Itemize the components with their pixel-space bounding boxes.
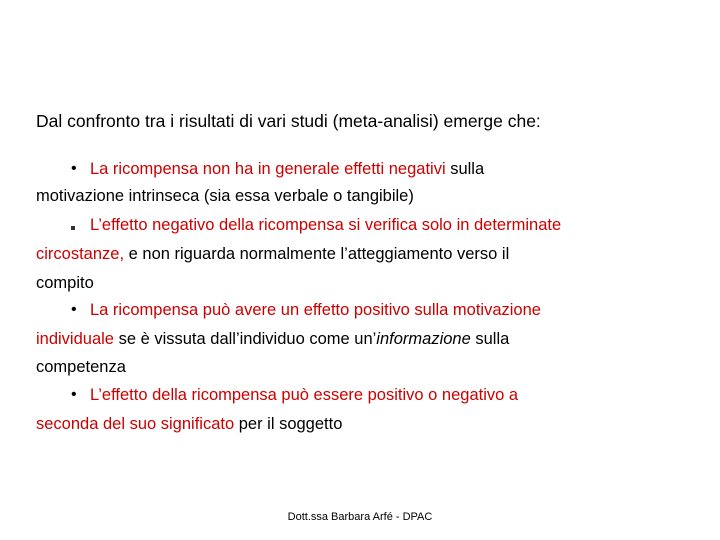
bullet-square-icon (71, 226, 75, 230)
footer-author: Dott.ssa Barbara Arfé - DPAC (287, 511, 433, 523)
intro-text: Dal confronto tra i risultati di vari studi (meta-analisi) emerge che: (36, 111, 541, 131)
point-2-line-3: compito (36, 274, 94, 292)
point-4-text: per il soggetto (234, 415, 343, 433)
point-4-line-1 (72, 386, 518, 405)
point-3-line-1 (72, 301, 541, 320)
point-3-highlight-2: individuale (36, 330, 114, 348)
point-2-highlight-2: circostanze, (36, 245, 125, 263)
point-3-highlight: La ricompensa può avere un effetto positivo sulla motivazione (90, 301, 541, 319)
point-3-line-2 (36, 330, 509, 349)
point-3-text-2: sulla (470, 330, 510, 348)
bullet-dot-icon: • (71, 386, 77, 403)
point-4-line-2 (36, 415, 342, 434)
point-4-highlight: L’effetto della ricompensa può essere positivo o negativo a (90, 386, 519, 404)
point-2-text: e non riguarda normalmente l’atteggiamento verso il (124, 245, 510, 263)
point-3-text: se è vissuta dall’individuo come un’ (113, 330, 377, 348)
point-3-italic: informazione (376, 330, 471, 348)
point-1-line-1 (72, 160, 484, 179)
bullet-dot-icon: • (71, 160, 77, 177)
point-2-line-1 (72, 216, 561, 235)
point-1-line-2: motivazione intrinseca (sia essa verbale o tangibile) (36, 187, 414, 205)
point-2-highlight: L’effetto negativo della ricompensa si verifica solo in determinate (90, 216, 562, 234)
point-1-highlight: La ricompensa non ha in generale effetti negativi (90, 160, 446, 178)
point-1-text: sulla (445, 160, 485, 178)
point-4-highlight-2: seconda del suo significato (36, 415, 235, 433)
bullet-dot-icon: • (71, 301, 77, 318)
point-2-line-2 (36, 245, 509, 264)
point-3-line-3: competenza (36, 358, 126, 376)
